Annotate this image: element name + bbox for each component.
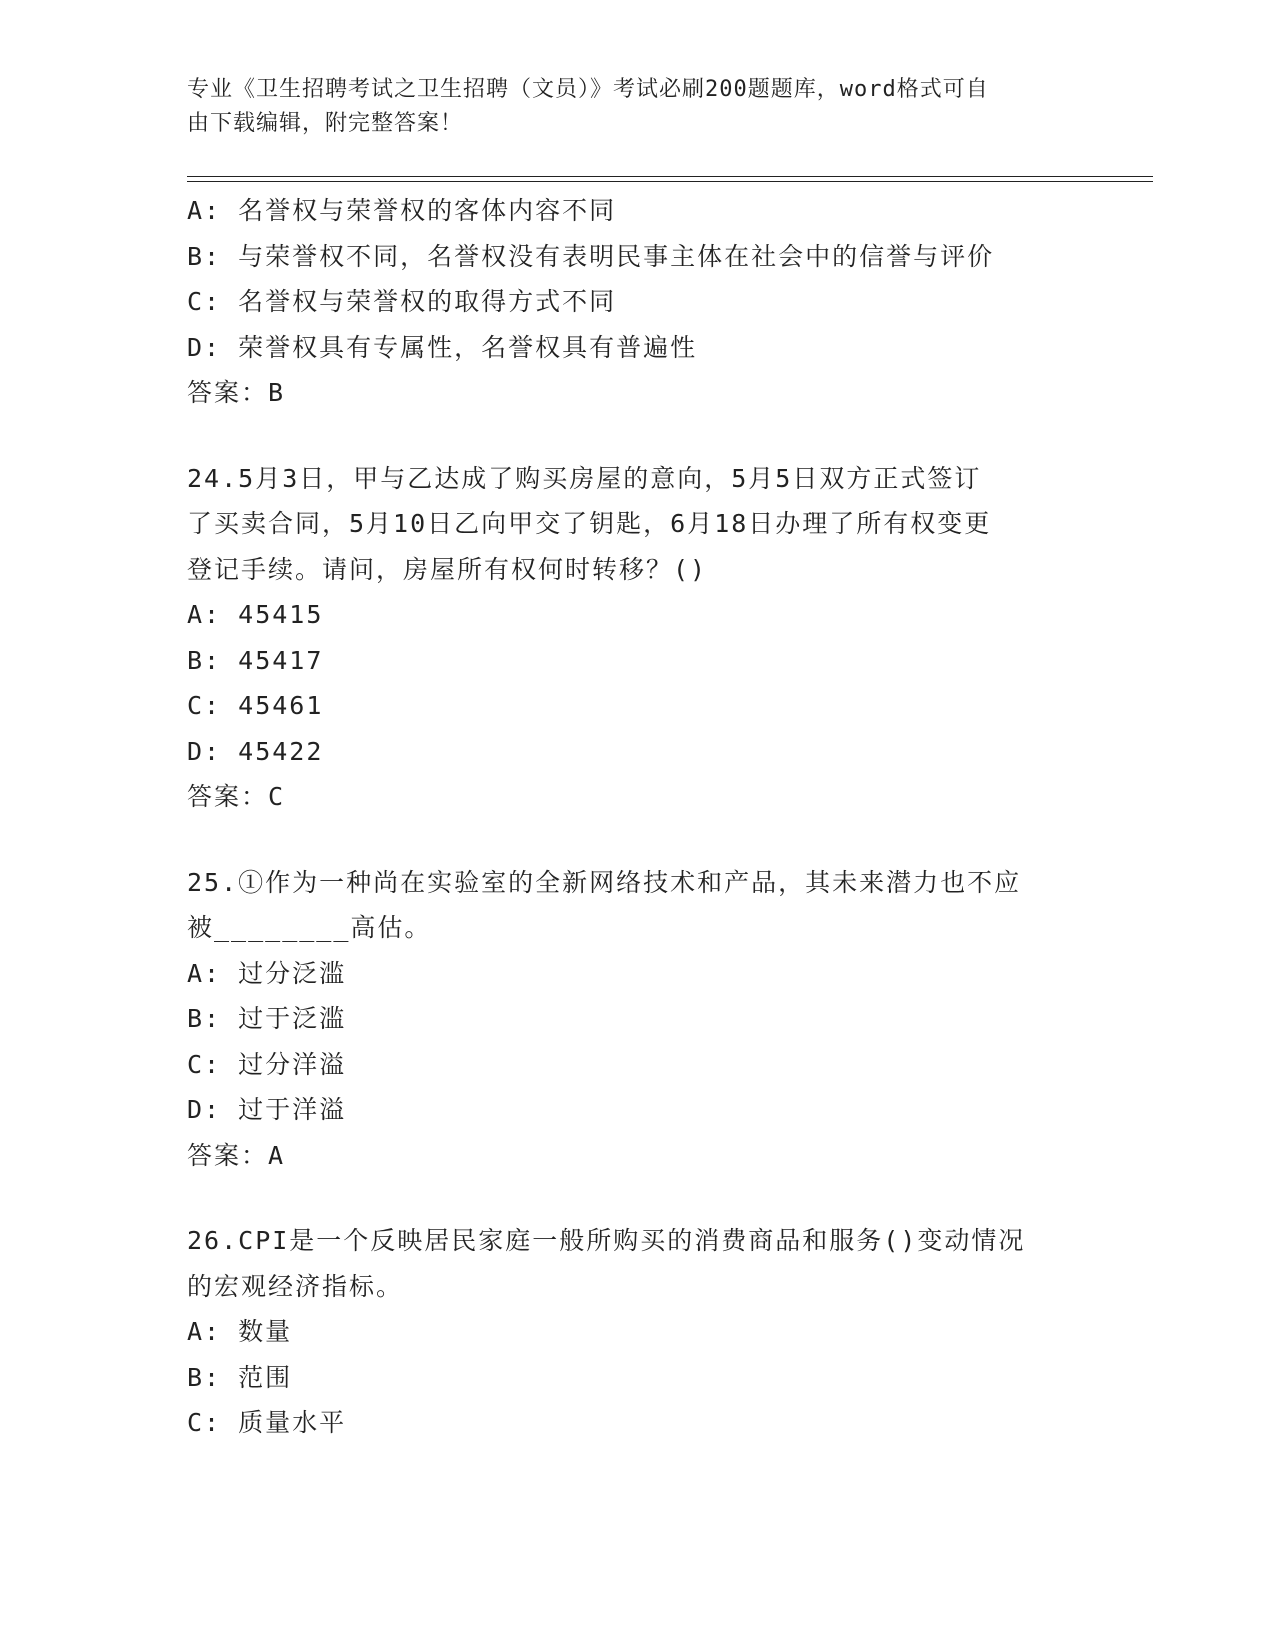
answer-line: 答案：C bbox=[187, 782, 286, 811]
option-a: A: 过分泛滥 bbox=[187, 958, 347, 988]
document-body bbox=[187, 188, 1067, 1446]
header-line-2: 由下载编辑，附完整答案！ bbox=[187, 111, 464, 136]
option-c: C: 质量水平 bbox=[187, 1408, 347, 1437]
option-b: B: 45417 bbox=[187, 645, 324, 675]
question-26 bbox=[187, 1218, 1067, 1446]
option-c: C: 45461 bbox=[187, 691, 324, 720]
option-b: B: 与荣誉权不同，名誉权没有表明民事主体在社会中的信誉与评价 bbox=[187, 241, 995, 271]
spacer bbox=[187, 416, 1067, 456]
option-b: B: 过于泛滥 bbox=[187, 1004, 347, 1033]
spacer bbox=[187, 820, 1067, 860]
question-25 bbox=[187, 860, 1067, 1179]
option-d: D: 荣誉权具有专属性，名誉权具有普遍性 bbox=[187, 332, 698, 362]
question-text-line: 25.①作为一种尚在实验室的全新网络技术和产品，其未来潜力也不应 bbox=[187, 867, 1022, 897]
answer-line: 答案：A bbox=[187, 1140, 286, 1170]
option-c: C: 过分洋溢 bbox=[187, 1049, 347, 1079]
header-rule-top bbox=[187, 176, 1153, 177]
question-text-line: 24.5月3日，甲与乙达成了购买房屋的意向，5月5日双方正式签订 bbox=[187, 463, 982, 493]
question-text-line: 26.CPI是一个反映居民家庭一般所购买的消费商品和服务()变动情况 bbox=[187, 1226, 1026, 1255]
question-text-line: 的宏观经济指标。 bbox=[187, 1271, 404, 1301]
option-d: D: 过于洋溢 bbox=[187, 1095, 347, 1124]
option-b: B: 范围 bbox=[187, 1362, 293, 1392]
option-d: D: 45422 bbox=[187, 736, 324, 766]
header-line-1: 专业《卫生招聘考试之卫生招聘（文员）》考试必刷200题题库，word格式可自 bbox=[187, 77, 989, 102]
question-23-tail bbox=[187, 188, 1067, 416]
document-header bbox=[187, 73, 1067, 141]
question-24 bbox=[187, 456, 1067, 820]
spacer bbox=[187, 1178, 1067, 1218]
option-a: A: 数量 bbox=[187, 1317, 293, 1346]
question-text-line: 了买卖合同，5月10日乙向甲交了钥匙，6月18日办理了所有权变更 bbox=[187, 509, 992, 538]
option-a: A: 45415 bbox=[187, 600, 324, 629]
option-c: C: 名誉权与荣誉权的取得方式不同 bbox=[187, 287, 617, 316]
answer-line: 答案：B bbox=[187, 378, 286, 407]
header-rule-bottom bbox=[187, 181, 1153, 182]
question-text-line: 被________高估。 bbox=[187, 913, 432, 942]
question-text-line: 登记手续。请问，房屋所有权何时转移？() bbox=[187, 554, 708, 584]
option-a: A: 名誉权与荣誉权的客体内容不同 bbox=[187, 196, 617, 225]
